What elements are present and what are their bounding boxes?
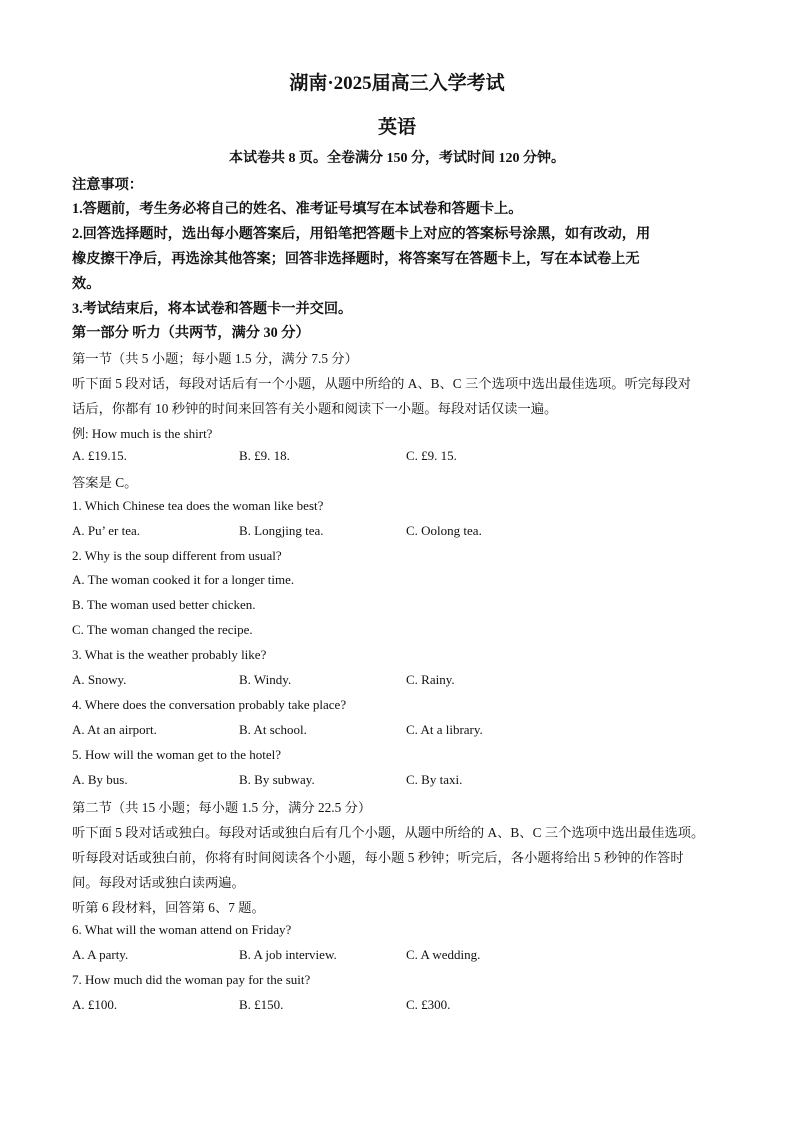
question-4: 4. Where does the conversation probably take place?	[72, 697, 347, 712]
question-1: 1. Which Chinese tea does the woman like best?	[72, 498, 324, 513]
subject-title: 英语	[377, 117, 416, 138]
question-7-option-b: B. £150.	[239, 997, 284, 1012]
example-option-a: A. £19.15.	[72, 448, 127, 463]
question-6-option-c: C. A wedding.	[406, 947, 481, 962]
note-3: 3.考试结束后，将本试卷和答题卡一并交回。	[72, 301, 353, 317]
section2-instruction-line-2: 听每段对话或独白前，你将有时间阅读各个小题，每小题 5 秒钟；听完后，各小题将给出 5 秒钟的作答时	[72, 850, 684, 865]
section1-instruction-line-2: 话后，你都有 10 秒钟的时间来回答有关小题和阅读下一小题。每段对话仅读一遍。	[72, 401, 558, 416]
question-4-option-a: A. At an airport.	[72, 722, 157, 737]
question-4-option-b: B. At school.	[239, 722, 307, 737]
section1-heading: 第一节（共 5 小题；每小题 1.5 分，满分 7.5 分）	[72, 351, 358, 366]
section2-instruction-line-1: 听下面 5 段对话或独白。每段对话或独白后有几个小题，从题中所给的 A、B、C 三个选项中选出最佳选项。	[72, 825, 705, 840]
material-6-note: 听第 6 段材料，回答第 6、7 题。	[72, 900, 265, 915]
question-5-option-b: B. By subway.	[239, 772, 315, 787]
question-6-option-a: A. A party.	[72, 947, 129, 962]
question-5-option-c: C. By taxi.	[406, 772, 463, 787]
section2-instruction-line-3: 间。每段对话或独白读两遍。	[72, 875, 245, 890]
question-1-option-b: B. Longjing tea.	[239, 523, 324, 538]
example-option-c: C. £9. 15.	[406, 448, 457, 463]
question-1-option-a: A. Pu’ er tea.	[72, 523, 140, 538]
example-question: 例: How much is the shirt?	[72, 426, 213, 441]
question-2-option-c: C. The woman changed the recipe.	[72, 622, 253, 637]
question-5: 5. How will the woman get to the hotel?	[72, 747, 282, 762]
question-4-option-c: C. At a library.	[406, 722, 483, 737]
question-3-option-a: A. Snowy.	[72, 672, 127, 687]
question-1-option-c: C. Oolong tea.	[406, 523, 482, 538]
question-3: 3. What is the weather probably like?	[72, 647, 267, 662]
note-2-line-3: 效。	[72, 276, 101, 292]
section2-heading: 第二节（共 15 小题；每小题 1.5 分，满分 22.5 分）	[72, 800, 372, 815]
question-2-option-a: A. The woman cooked it for a longer time.	[72, 572, 295, 587]
section1-instruction-line-1: 听下面 5 段对话，每段对话后有一个小题，从题中所给的 A、B、C 三个选项中选出最佳选项。听完每段对	[72, 376, 692, 391]
question-2-option-b: B. The woman used better chicken.	[72, 597, 256, 612]
note-1: 1.答题前，考生务必将自己的姓名、准考证号填写在本试卷和答题卡上。	[72, 201, 523, 217]
example-answer: 答案是 C。	[72, 475, 138, 490]
question-6: 6. What will the woman attend on Friday?	[72, 922, 292, 937]
question-6-option-b: B. A job interview.	[239, 947, 337, 962]
notes-heading: 注意事项：	[72, 177, 143, 193]
part1-heading: 第一部分 听力（共两节，满分 30 分）	[72, 325, 310, 341]
exam-summary: 本试卷共 8 页。全卷满分 150 分，考试时间 120 分钟。	[229, 151, 565, 166]
question-3-option-c: C. Rainy.	[406, 672, 455, 687]
question-2: 2. Why is the soup different from usual?	[72, 548, 282, 563]
question-7-option-c: C. £300.	[406, 997, 451, 1012]
note-2-line-1: 2.回答选择题时，选出每小题答案后，用铅笔把答题卡上对应的答案标号涂黑，如有改动，用	[72, 226, 651, 242]
example-option-b: B. £9. 18.	[239, 448, 290, 463]
question-5-option-a: A. By bus.	[72, 772, 128, 787]
question-7: 7. How much did the woman pay for the suit?	[72, 972, 311, 987]
exam-title: 湖南·2025届高三入学考试	[289, 73, 505, 94]
question-3-option-b: B. Windy.	[239, 672, 292, 687]
note-2-line-2: 橡皮擦干净后，再选涂其他答案；回答非选择题时，将答案写在答题卡上，写在本试卷上无	[72, 251, 640, 267]
question-7-option-a: A. £100.	[72, 997, 118, 1012]
